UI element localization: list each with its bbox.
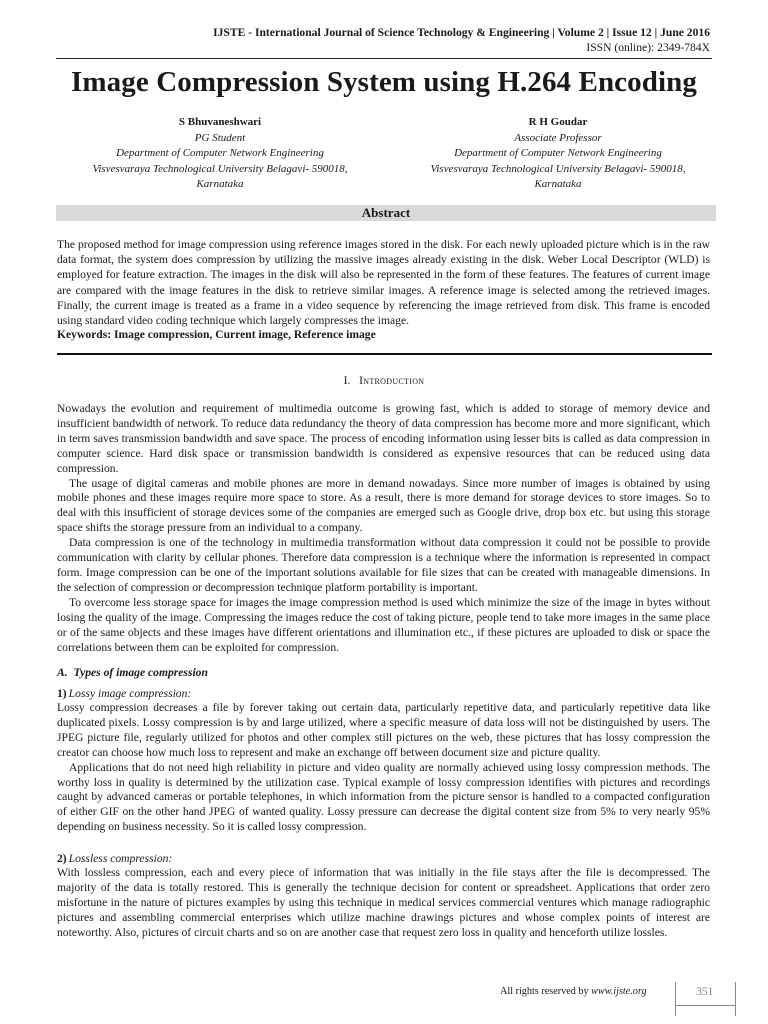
- introduction-body: [57, 402, 710, 655]
- author-univ: Visvesvaraya Technological University Belagavi- 590018,: [92, 162, 348, 175]
- author-block-1: [50, 115, 390, 193]
- author-state: Karnataka: [196, 178, 244, 190]
- author-role: PG Student: [194, 131, 246, 144]
- rights-text: All rights reserved by: [500, 986, 589, 997]
- abstract-rule: [57, 353, 712, 355]
- footer-divider: [675, 982, 676, 1016]
- lossy-body: [57, 701, 710, 835]
- subsection-title: Types of image compression: [73, 666, 208, 679]
- lossy-title: Lossy image compression:: [68, 687, 192, 700]
- author-role: Associate Professor: [514, 131, 602, 144]
- lossless-title: Lossless compression:: [68, 852, 173, 865]
- section-title: Introduction: [359, 374, 425, 387]
- paragraph: Lossy compression decreases a file by forever taking out certain data, particularly repetitive data, and particularly repetitive data like duplicated pixels. Lossy compression is by and large utilized, where a specific measure of data loss will not be distinguished by users. The JPEG picture file, regularly utilized for photos and other complex still pictures on the web, these pictures that has lossy compression the creator can choose how much loss to represent and make an exchange off between document size and picture quality.: [57, 701, 710, 759]
- lossless-heading: [57, 852, 172, 865]
- footer-divider: [735, 982, 736, 1016]
- paragraph: Nowadays the evolution and requirement of multimedia outcome is growing fast, which is added to storage of memory device and insufficient bandwidth of network. To reduce data redundancy the theory of data compression has become more and more significant, which in term saves transmission bandwidth and save space. The process of encoding information using lesser bits is called as data compression in computer science. Hard disk space or transmission bandwidth is considered as expensive resources that can be reduced using data compression.: [57, 402, 710, 475]
- paragraph: To overcome less storage space for images the image compression method is used which minimize the size of the image in bytes without losing the quality of the image. Compressing the images reduce the cost of taking picture, people tend to take more images in the same place or of the same objects and these images have different orientations and illumination etc., if these pictures are uploaded to disk or space the correlations between them can be exploited for compression.: [57, 595, 710, 654]
- lossless-body: [57, 866, 710, 941]
- paper-title: Image Compression System using H.264 Encoding: [71, 66, 697, 98]
- paragraph: The usage of digital cameras and mobile phones are more in demand nowadays. Since more number of images is obtained by using mobile phones and these images require more space to store. As a result, there is more demand for storage devices to store images. So to deal with this insufficient of storage devices some of the companies are emerged such as Google drive, drop box etc. but using this storage space shifts the storage pressure from an individual to a company.: [57, 476, 710, 535]
- lossy-heading: [57, 687, 191, 700]
- author-dept: Department of Computer Network Engineering: [454, 147, 662, 159]
- page-number: 351: [696, 985, 714, 998]
- author-univ: Visvesvaraya Technological University Belagavi- 590018,: [430, 162, 686, 175]
- author-name: R H Goudar: [528, 116, 588, 128]
- header-rule: [56, 58, 712, 59]
- footer-rights: [500, 986, 647, 997]
- lossy-number: 1): [57, 687, 67, 700]
- keywords: Keywords: Image compression, Current image, Reference image: [57, 328, 376, 341]
- author-name: S Bhuvaneshwari: [178, 116, 262, 128]
- subsection-label: A.: [57, 666, 68, 679]
- abstract-heading: Abstract: [56, 205, 716, 221]
- paragraph: Data compression is one of the technology in multimedia transformation without data compression it could not be possible to provide communication with clarity by cellular phones. Therefore data compression is a technique where the information is represented in compact form. Image compression can be one of the important solutions available for file sizes that can be created with manageable dimensions. In the selection of compression or decompression technique platform portability is important.: [57, 536, 710, 594]
- footer-divider: [675, 1005, 735, 1006]
- abstract-text: The proposed method for image compression using reference images stored in the disk. For each newly uploaded picture which is in the raw data format, the system does compression by utilizing the massive images already existing in the disk. Weber Local Descriptor (WLD) is employed for feature extraction. The images in the disk will also be represented in the form of these features. The features of current image are compared with the image features in the disk to retrieve similar images. A reference image is selected among the retrieved images. Finally, the current image is treated as a frame in a video sequence by referencing the image retrieved from disk. This frame is encoded using standard video coding technique which largely compresses the image.: [57, 238, 710, 328]
- author-dept: Department of Computer Network Engineering: [116, 147, 324, 159]
- author-block-2: [388, 115, 728, 193]
- section-number: I.: [343, 374, 351, 387]
- subsection-heading: [57, 666, 208, 679]
- author-state: Karnataka: [534, 178, 582, 190]
- site-link[interactable]: www.ijste.org: [591, 986, 647, 997]
- journal-header: IJSTE - International Journal of Science Technology & Engineering | Volume 2 | Issue 12 | June 2016: [213, 26, 710, 39]
- paragraph: With lossless compression, each and every piece of information that was initially in the file stays after the file is decompressed. The majority of the data is totally restored. This is generally the technique decision for content or spreadsheet. Applications that order zero misfortune in the nature of pictures examples by using this technique in medical services commercial ventures which manage radiographic pictures and assembling commercial enterprises which utilize machine drawings pictures and whose complex points of interest are noteworthy. Also, pictures of circuit charts and so on are another case that request zero loss in quality and henceforth utilize lossles.: [57, 866, 710, 939]
- lossless-number: 2): [57, 852, 67, 865]
- issn-line: ISSN (online): 2349-784X: [586, 41, 710, 54]
- paragraph: Applications that do not need high reliability in picture and video quality are normally achieved using lossy compression methods. The worthy loss in quality is determined by the utilization case. Typical example of lossy compression identifies with pictures and recordings caught by advanced cameras or portable telephones, in which information from the picture sensor is handled to a compacted configuration of either GIF on the other hand JPEG of wanted quality. Lossy pressure can decrease the digital content size from 5% to very nearly 95% depending on business necessity. So it is called lossy compression.: [57, 760, 710, 834]
- section-heading: [0, 374, 768, 387]
